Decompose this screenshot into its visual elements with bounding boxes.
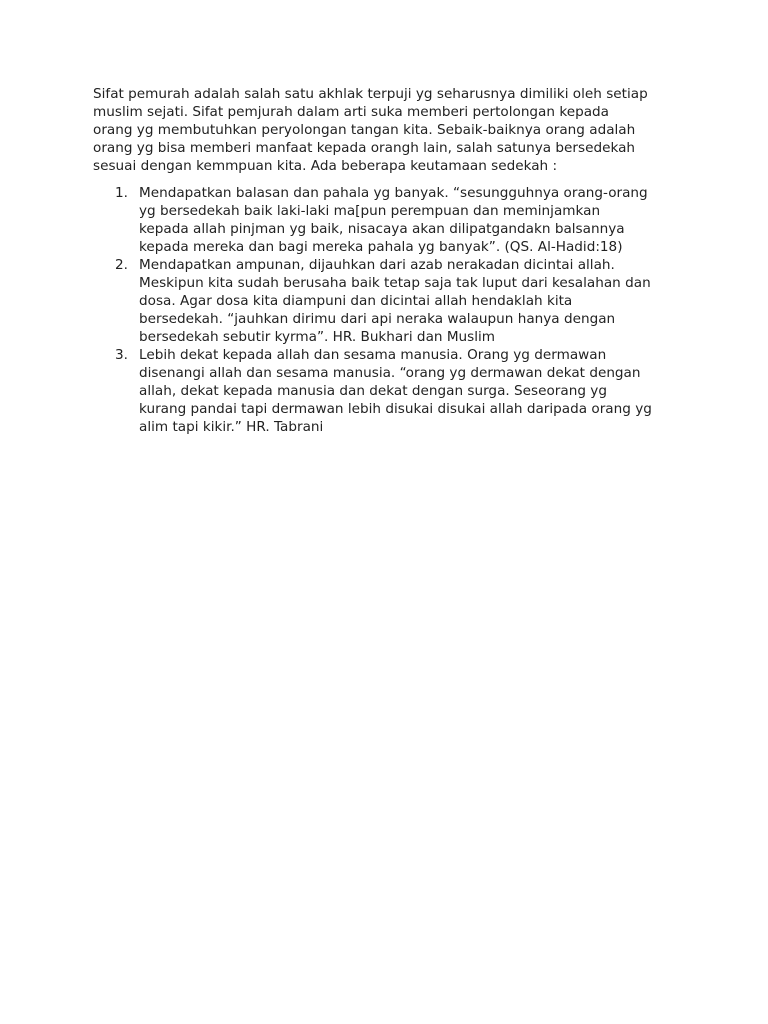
list-item xyxy=(93,346,683,436)
list-item-text: Mendapatkan balasan dan pahala yg banyak. “sesungguhnya orang-orang yg bersedekah baik laki-laki ma[pun perempuan dan meminjamkan kepada allah pinjman yg baik, nisacaya akan dilipatgandakn balsannya kepada mereka dan bagi mereka pahala yg banyak”. (QS. Al-Hadid:18) xyxy=(139,185,648,255)
intro-paragraph: Sifat pemurah adalah salah satu akhlak terpuji yg seharusnya dimiliki oleh setiap muslim sejati. Sifat pemjurah dalam arti suka memberi pertolongan kepada orang yg membutuhkan peryolongan tangan kita. Sebaik-baiknya orang adalah orang yg bisa memberi manfaat kepada orangh lain, salah satunya bersedekah sesuai dengan kemmpuan kita. Ada beberapa keutamaan sedekah : xyxy=(93,86,648,174)
list-item-number: 1. xyxy=(115,185,128,201)
list-item xyxy=(93,256,683,346)
list-item-text: Lebih dekat kepada allah dan sesama manusia. Orang yg dermawan disenangi allah dan sesama manusia. “orang yg dermawan dekat dengan allah, dekat kepada manusia dan dekat dengan surga. Seseorang yg kurang pandai tapi dermawan lebih disukai disukai allah daripada orang yg alim tapi kikir.” HR. Tabrani xyxy=(139,347,652,435)
list-item-number: 3. xyxy=(115,347,128,363)
virtues-list xyxy=(93,184,683,436)
list-item-number: 2. xyxy=(115,257,128,273)
list-item-text: Mendapatkan ampunan, dijauhkan dari azab nerakadan dicintai allah. Meskipun kita sudah berusaha baik tetap saja tak luput dari kesalahan dan dosa. Agar dosa kita diampuni dan dicintai allah hendaklah kita bersedekah. “jauhkan dirimu dari api neraka walaupun hanya dengan bersedekah sebutir kyrma”. HR. Bukhari dan Muslim xyxy=(139,257,651,345)
list-item xyxy=(93,184,683,256)
document-body xyxy=(93,85,683,436)
